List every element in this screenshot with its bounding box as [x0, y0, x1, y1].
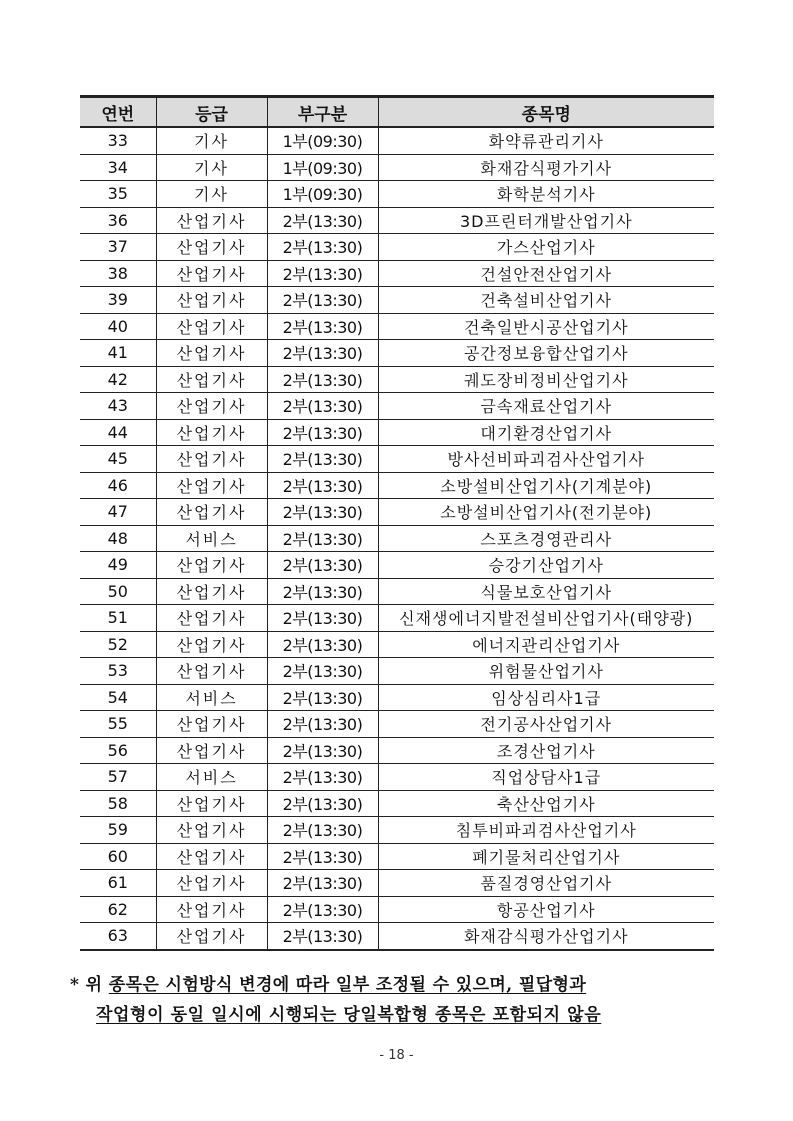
row-subject: 폐기물처리산업기사 — [378, 843, 714, 870]
row-grade: 산업기사 — [156, 552, 267, 579]
table-body — [80, 127, 714, 950]
row-number: 59 — [80, 817, 156, 844]
row-number: 34 — [80, 154, 156, 181]
table-row — [80, 737, 714, 764]
table-row — [80, 552, 714, 579]
row-subject: 직업상담사1급 — [378, 764, 714, 791]
row-number: 54 — [80, 684, 156, 711]
row-number: 60 — [80, 843, 156, 870]
row-subject: 대기환경산업기사 — [378, 419, 714, 446]
row-grade: 산업기사 — [156, 340, 267, 367]
row-subject: 조경산업기사 — [378, 737, 714, 764]
row-session: 2부(13:30) — [267, 870, 378, 897]
table-row — [80, 684, 714, 711]
row-grade: 산업기사 — [156, 870, 267, 897]
row-number: 56 — [80, 737, 156, 764]
row-number: 33 — [80, 127, 156, 154]
footnote-underlined-text-1: 종목은 시험방식 변경에 따라 일부 조정될 수 있으며, 필답형과 — [108, 975, 587, 995]
row-number: 57 — [80, 764, 156, 791]
row-session: 2부(13:30) — [267, 313, 378, 340]
row-subject: 금속재료산업기사 — [378, 393, 714, 420]
row-subject: 건축설비산업기사 — [378, 287, 714, 314]
table-row — [80, 711, 714, 738]
header-subject: 종목명 — [378, 97, 714, 128]
row-session: 2부(13:30) — [267, 287, 378, 314]
row-session: 2부(13:30) — [267, 790, 378, 817]
row-session: 2부(13:30) — [267, 711, 378, 738]
exam-schedule-table — [80, 95, 714, 951]
row-subject: 방사선비파괴검사산업기사 — [378, 446, 714, 473]
table-row — [80, 393, 714, 420]
table-header — [80, 97, 714, 128]
row-subject: 화재감식평가산업기사 — [378, 923, 714, 950]
row-subject: 임상심리사1급 — [378, 684, 714, 711]
table-row — [80, 817, 714, 844]
row-grade: 기사 — [156, 127, 267, 154]
table-row — [80, 870, 714, 897]
row-session: 2부(13:30) — [267, 605, 378, 632]
row-subject: 위험물산업기사 — [378, 658, 714, 685]
header-grade: 등급 — [156, 97, 267, 128]
row-session: 2부(13:30) — [267, 684, 378, 711]
footnote — [70, 970, 730, 1030]
row-subject: 침투비파괴검사산업기사 — [378, 817, 714, 844]
row-session: 1부(09:30) — [267, 127, 378, 154]
row-number: 45 — [80, 446, 156, 473]
table-row — [80, 658, 714, 685]
row-grade: 산업기사 — [156, 711, 267, 738]
row-grade: 산업기사 — [156, 790, 267, 817]
row-number: 40 — [80, 313, 156, 340]
row-grade: 산업기사 — [156, 366, 267, 393]
row-session: 2부(13:30) — [267, 472, 378, 499]
table-row — [80, 181, 714, 208]
row-number: 52 — [80, 631, 156, 658]
header-session: 부구분 — [267, 97, 378, 128]
row-session: 2부(13:30) — [267, 419, 378, 446]
row-subject: 항공산업기사 — [378, 896, 714, 923]
row-subject: 화학분석기사 — [378, 181, 714, 208]
row-number: 47 — [80, 499, 156, 526]
table-row — [80, 499, 714, 526]
table-row — [80, 260, 714, 287]
row-grade: 산업기사 — [156, 207, 267, 234]
row-subject: 품질경영산업기사 — [378, 870, 714, 897]
row-grade: 산업기사 — [156, 658, 267, 685]
row-subject: 공간정보융합산업기사 — [378, 340, 714, 367]
table-row — [80, 446, 714, 473]
footnote-underlined-text-2: 작업형이 동일 일시에 시행되는 당일복합형 종목은 포함되지 않음 — [96, 1005, 602, 1025]
row-number: 51 — [80, 605, 156, 632]
footnote-line-2 — [70, 1000, 730, 1030]
header-row — [80, 97, 714, 128]
row-grade: 서비스 — [156, 764, 267, 791]
row-subject: 화약류관리기사 — [378, 127, 714, 154]
table-row — [80, 605, 714, 632]
row-grade: 기사 — [156, 154, 267, 181]
row-number: 39 — [80, 287, 156, 314]
row-subject: 식물보호산업기사 — [378, 578, 714, 605]
row-number: 53 — [80, 658, 156, 685]
row-grade: 산업기사 — [156, 896, 267, 923]
row-subject: 소방설비산업기사(전기분야) — [378, 499, 714, 526]
row-session: 2부(13:30) — [267, 631, 378, 658]
row-subject: 신재생에너지발전설비산업기사(태양광) — [378, 605, 714, 632]
row-session: 2부(13:30) — [267, 764, 378, 791]
table-row — [80, 366, 714, 393]
row-number: 43 — [80, 393, 156, 420]
row-grade: 산업기사 — [156, 287, 267, 314]
table-row — [80, 419, 714, 446]
row-session: 2부(13:30) — [267, 234, 378, 261]
table-row — [80, 790, 714, 817]
row-number: 63 — [80, 923, 156, 950]
row-session: 2부(13:30) — [267, 366, 378, 393]
table-row — [80, 578, 714, 605]
table-row — [80, 154, 714, 181]
row-number: 55 — [80, 711, 156, 738]
table-row — [80, 631, 714, 658]
row-grade: 산업기사 — [156, 260, 267, 287]
row-number: 36 — [80, 207, 156, 234]
row-subject: 소방설비산업기사(기계분야) — [378, 472, 714, 499]
table-row — [80, 313, 714, 340]
row-subject: 스포츠경영관리사 — [378, 525, 714, 552]
page-number: - 18 - — [379, 1048, 414, 1063]
row-number: 62 — [80, 896, 156, 923]
row-session: 2부(13:30) — [267, 658, 378, 685]
row-session: 1부(09:30) — [267, 181, 378, 208]
table-row — [80, 525, 714, 552]
table-row — [80, 764, 714, 791]
row-subject: 궤도장비정비산업기사 — [378, 366, 714, 393]
row-session: 2부(13:30) — [267, 207, 378, 234]
row-session: 2부(13:30) — [267, 923, 378, 950]
row-grade: 산업기사 — [156, 393, 267, 420]
row-grade: 산업기사 — [156, 234, 267, 261]
row-grade: 산업기사 — [156, 499, 267, 526]
row-subject: 건설안전산업기사 — [378, 260, 714, 287]
table-row — [80, 287, 714, 314]
row-grade: 기사 — [156, 181, 267, 208]
table-row — [80, 127, 714, 154]
row-grade: 산업기사 — [156, 817, 267, 844]
table-row — [80, 896, 714, 923]
row-subject: 축산산업기사 — [378, 790, 714, 817]
row-grade: 산업기사 — [156, 313, 267, 340]
row-number: 41 — [80, 340, 156, 367]
row-number: 48 — [80, 525, 156, 552]
row-grade: 서비스 — [156, 525, 267, 552]
row-grade: 산업기사 — [156, 923, 267, 950]
row-number: 44 — [80, 419, 156, 446]
row-number: 42 — [80, 366, 156, 393]
row-session: 2부(13:30) — [267, 817, 378, 844]
table-row — [80, 843, 714, 870]
row-subject: 가스산업기사 — [378, 234, 714, 261]
row-session: 2부(13:30) — [267, 446, 378, 473]
row-grade: 산업기사 — [156, 605, 267, 632]
header-number: 연번 — [80, 97, 156, 128]
row-number: 35 — [80, 181, 156, 208]
row-session: 2부(13:30) — [267, 260, 378, 287]
row-grade: 산업기사 — [156, 419, 267, 446]
table-row — [80, 340, 714, 367]
row-number: 58 — [80, 790, 156, 817]
table-row — [80, 234, 714, 261]
row-grade: 산업기사 — [156, 843, 267, 870]
row-session: 2부(13:30) — [267, 499, 378, 526]
row-grade: 산업기사 — [156, 578, 267, 605]
row-subject: 3D프린터개발산업기사 — [378, 207, 714, 234]
row-grade: 산업기사 — [156, 631, 267, 658]
row-grade: 산업기사 — [156, 472, 267, 499]
row-number: 46 — [80, 472, 156, 499]
row-grade: 서비스 — [156, 684, 267, 711]
row-subject: 승강기산업기사 — [378, 552, 714, 579]
table-row — [80, 207, 714, 234]
row-session: 2부(13:30) — [267, 578, 378, 605]
row-subject: 에너지관리산업기사 — [378, 631, 714, 658]
row-session: 1부(09:30) — [267, 154, 378, 181]
row-number: 50 — [80, 578, 156, 605]
row-number: 49 — [80, 552, 156, 579]
table-row — [80, 923, 714, 950]
row-session: 2부(13:30) — [267, 737, 378, 764]
row-grade: 산업기사 — [156, 446, 267, 473]
row-session: 2부(13:30) — [267, 525, 378, 552]
row-session: 2부(13:30) — [267, 843, 378, 870]
row-subject: 건축일반시공산업기사 — [378, 313, 714, 340]
row-subject: 전기공사산업기사 — [378, 711, 714, 738]
footnote-line-1 — [70, 970, 730, 1000]
row-subject: 화재감식평가기사 — [378, 154, 714, 181]
table-row — [80, 472, 714, 499]
row-session: 2부(13:30) — [267, 340, 378, 367]
row-session: 2부(13:30) — [267, 393, 378, 420]
row-session: 2부(13:30) — [267, 896, 378, 923]
row-session: 2부(13:30) — [267, 552, 378, 579]
row-number: 37 — [80, 234, 156, 261]
row-number: 61 — [80, 870, 156, 897]
row-number: 38 — [80, 260, 156, 287]
footnote-prefix: * 위 — [70, 975, 109, 995]
row-grade: 산업기사 — [156, 737, 267, 764]
